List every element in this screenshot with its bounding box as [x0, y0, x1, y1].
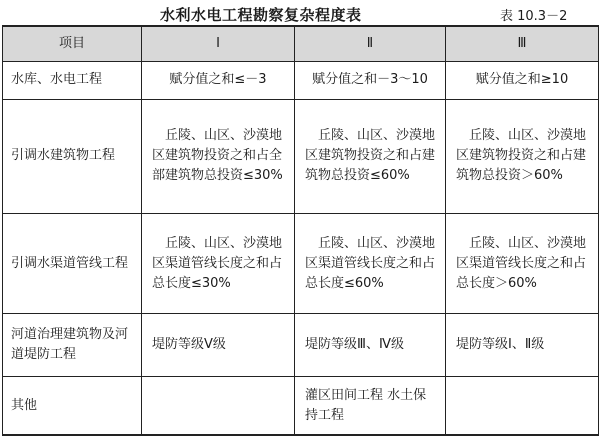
table-row	[3, 377, 599, 435]
complexity-table	[2, 25, 599, 436]
row-grade-2: 赋分值之和－3～10	[295, 62, 446, 100]
row-grade-2: 灌区田间工程 水土保持工程	[295, 377, 446, 435]
row-grade-2: 丘陵、山区、沙漠地区建筑物投资之和占建筑物总投资≤60%	[305, 128, 436, 184]
row-grade-3	[446, 377, 599, 435]
row-item: 其他	[3, 377, 142, 435]
row-grade-2: 丘陵、山区、沙漠地区渠道管线长度之和占总长度≤60%	[305, 235, 436, 291]
row-grade-1: 堤防等级Ⅴ级	[142, 314, 295, 377]
table-number: 表 10.3－2	[500, 9, 568, 24]
row-item: 水库、水电工程	[3, 62, 142, 100]
row-grade-3: 堤防等级Ⅰ、Ⅱ级	[446, 314, 599, 377]
table-caption	[0, 0, 600, 26]
table-title: 水利水电工程勘察复杂程度表	[160, 6, 362, 24]
header-grade-2: Ⅱ	[295, 26, 446, 62]
row-grade-3: 丘陵、山区、沙漠地区渠道管线长度之和占总长度＞60%	[456, 235, 587, 291]
row-item: 河道治理建筑物及河道堤防工程	[3, 314, 142, 377]
table-row	[3, 314, 599, 377]
header-grade-3: Ⅲ	[446, 26, 599, 62]
row-grade-1: 赋分值之和≤－3	[142, 62, 295, 100]
row-grade-2: 堤防等级Ⅲ、Ⅳ级	[295, 314, 446, 377]
header-item: 项目	[3, 26, 142, 62]
row-grade-1	[142, 377, 295, 435]
table-row	[3, 214, 599, 314]
row-item: 引调水建筑物工程	[3, 99, 142, 214]
row-grade-3: 丘陵、山区、沙漠地区建筑物投资之和占建筑物总投资＞60%	[456, 128, 587, 184]
header-grade-1: Ⅰ	[142, 26, 295, 62]
table-row	[3, 62, 599, 100]
row-item: 引调水渠道管线工程	[3, 214, 142, 314]
table-row	[3, 99, 599, 214]
header-row	[3, 26, 599, 62]
row-grade-3: 赋分值之和≥10	[446, 62, 599, 100]
row-grade-1: 丘陵、山区、沙漠地区建筑物投资之和占全部建筑物总投资≤30%	[152, 128, 283, 184]
row-grade-1: 丘陵、山区、沙漠地区渠道管线长度之和占总长度≤30%	[152, 235, 283, 291]
